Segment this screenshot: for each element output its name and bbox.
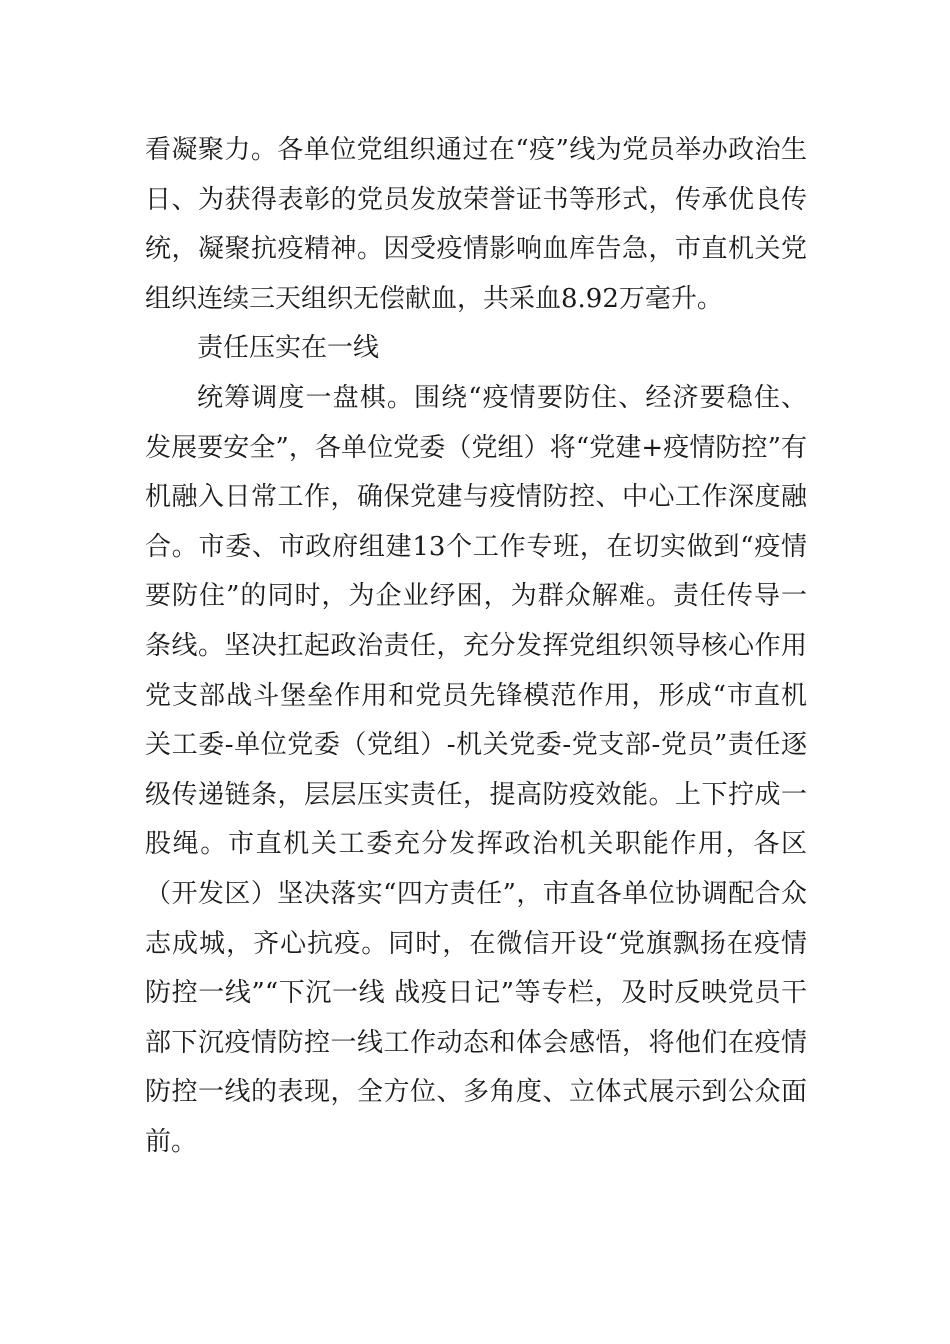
body-paragraph: 统筹调度一盘棋。围绕“疫情要防住、经济要稳住、发展要安全”，各单位党委（党组）将“党建+疫情防控”有机融入日常工作，确保党建与疫情防控、中心工作深度融合。市委、市政府组建13个工作专班，在切实做到“疫情要防住”的同时，为企业纾困，为群众解难。责任传导一条线。坚决扛起政治责任，充分发挥党组织领导核心作用党支部战斗堡垒作用和党员先锋模范作用，形成“市直机关工委-单位党委（党组）-机关党委-党支部-党员”责任逐级传递链条，层层压实责任，提高防疫效能。上下拧成一股绳。市直机关工委充分发挥政治机关职能作用，各区（开发区）坚决落实“四方责任”，市直各单位协调配合众志成城，齐心抗疫。同时，在微信开设“党旗飘扬在疫情防控一线”“下沉一线 战疫日记”等专栏，及时反映党员干部下沉疫情防控一线工作动态和体会感悟，将他们在疫情防控一线的表现，全方位、多角度、立体式展示到公众面前。 — [145, 382, 807, 1157]
body-paragraph-continued: 看凝聚力。各单位党组织通过在“疫”线为党员举办政治生日、为获得表彰的党员发放荣誉证书等形式，传承优良传统，凝聚抗疫精神。因受疫情影响血库告急，市直机关党组织连续三天组织无偿献血，共采血8.92万毫升。 — [145, 135, 807, 314]
section-heading: 责任压实在一线 — [197, 333, 380, 364]
document-body — [145, 126, 807, 1167]
